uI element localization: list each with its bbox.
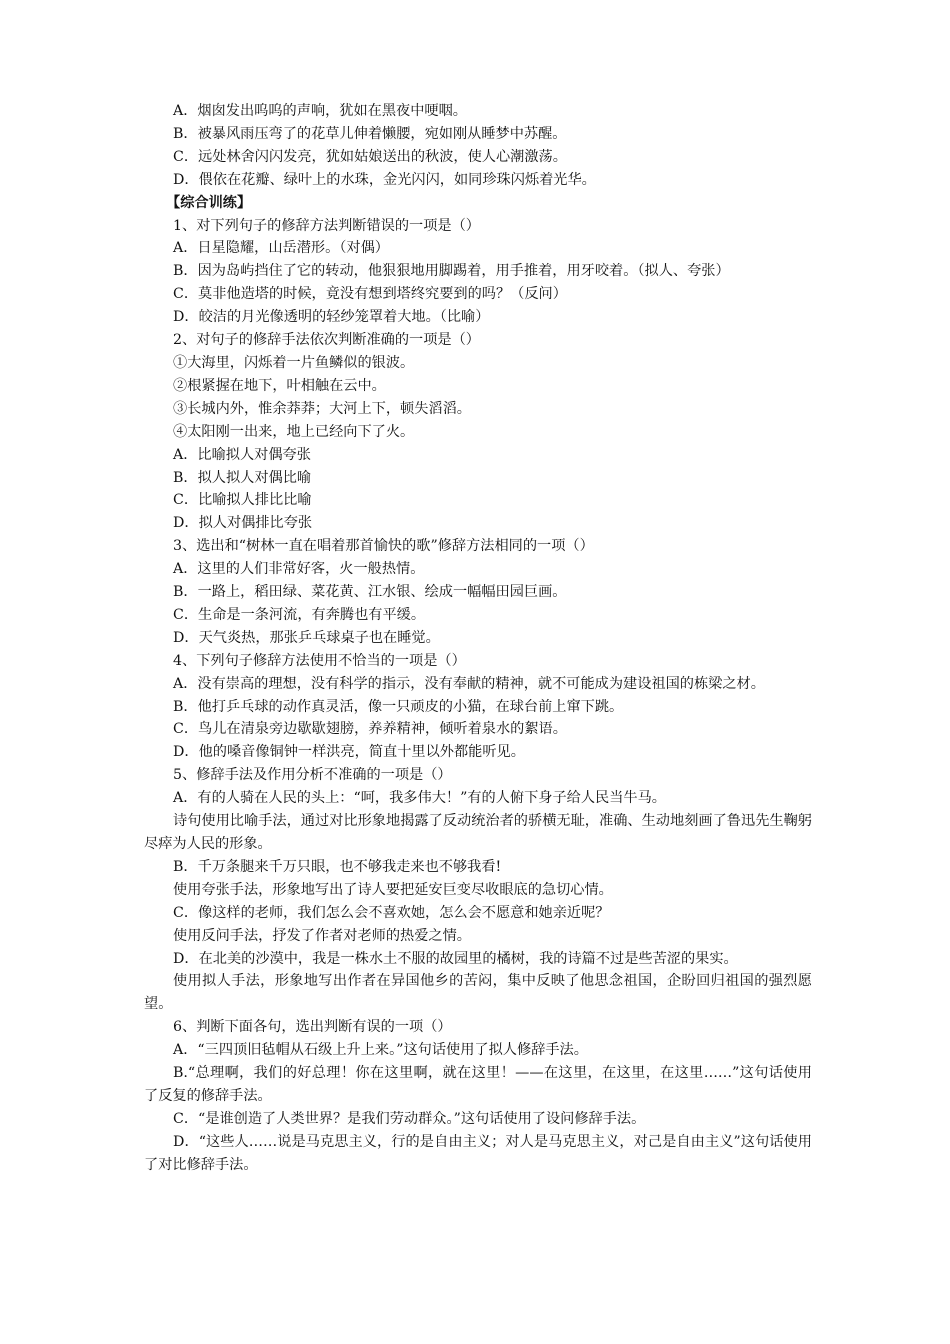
q3-option-a: A．这里的人们非常好客，火一般热情。	[173, 561, 425, 578]
q6-option-d: D．“这些人……说是马克思主义，行的是自由主义；对人是马克思主义，对己是自由主义”这句话使用了对比修辞手法。	[144, 1133, 812, 1173]
q2-option-c: C．比喻拟人排比比喻	[173, 492, 312, 509]
q1-option-c: C．莫非他造塔的时候，竟没有想到塔终究要到的吗？（反问）	[173, 286, 567, 303]
q6-option-b: B.“总理啊，我们的好总理！你在这里啊，就在这里！——在这里，在这里，在这里……”这句话使用了反复的修辞手法。	[144, 1065, 812, 1104]
intro-option-d: D．偎依在花瓣、绿叶上的水珠，金光闪闪，如同珍珠闪烁着光华。	[173, 171, 596, 188]
q5-option-d: D．在北美的沙漠中，我是一株水土不服的故园里的橘树，我的诗篇不过是些苦涩的果实。	[173, 950, 738, 967]
q3-option-d: D．天气炎热，那张乒乓球桌子也在睡觉。	[173, 629, 440, 646]
q5-note-b: 使用夸张手法，形象地写出了诗人要把延安巨变尽收眼底的急切心情。	[173, 881, 613, 898]
q2-option-b: B．拟人拟人对偶比喻	[173, 469, 312, 486]
q2-sentence-4: ④太阳刚一出来，地上已经向下了火。	[173, 423, 415, 440]
q5-note-a: 诗句使用比喻手法，通过对比形象地揭露了反动统治者的骄横无耻，准确、生动地刻画了鲁迅先生鞠躬尽瘁为人民的形象。	[144, 813, 812, 852]
q5-option-b: B．千万条腿来千万只眼，也不够我走来也不够我看!	[173, 858, 502, 875]
q5-note-d: 使用拟人手法，形象地写出作者在异国他乡的苦闷，集中反映了他思念祖国，企盼回归祖国的强烈愿望。	[144, 973, 812, 1013]
q4-option-b: B．他打乒乓球的动作真灵活，像一只顽皮的小猫，在球台前上窜下跳。	[173, 698, 624, 715]
q5-note-c: 使用反问手法，抒发了作者对老师的热爱之情。	[173, 927, 471, 944]
q4-option-a: A．没有崇高的理想，没有科学的指示，没有奉献的精神，就不可能成为建设祖国的栋梁之材。	[173, 675, 765, 692]
q2-option-a: A．比喻拟人对偶夸张	[173, 446, 311, 463]
section-heading: 【综合训练】	[166, 194, 252, 211]
q2-stem: 2、对句子的修辞手法依次判断准确的一项是（）	[173, 332, 480, 349]
q4-stem: 4、下列句子修辞方法使用不恰当的一项是（）	[173, 652, 466, 669]
q6-option-a: A．“三四顶旧毡帽从石级上升上来。”这句话使用了拟人修辞手法。	[173, 1042, 588, 1059]
q6-stem: 6、判断下面各句，选出判断有误的一项（）	[173, 1019, 452, 1036]
q2-sentence-3: ③长城内外，惟余莽莽；大河上下，顿失滔滔。	[173, 400, 471, 417]
q2-sentence-2: ②根紧握在地下，叶相触在云中。	[173, 377, 386, 394]
q1-option-a: A．日星隐耀，山岳潜形。（对偶）	[173, 240, 389, 257]
q1-stem: 1、对下列句子的修辞方法判断错误的一项是（）	[173, 217, 480, 234]
q3-option-b: B．一路上，稻田绿、菜花黄、江水银、绘成一幅幅田园巨画。	[173, 584, 567, 601]
intro-option-c: C．远处林舍闪闪发亮，犹如姑娘送出的秋波，使人心潮激荡。	[173, 148, 567, 165]
q4-option-c: C．鸟儿在清泉旁边歇歇翅膀，养养精神，倾听着泉水的絮语。	[173, 721, 567, 738]
q3-option-c: C．生命是一条河流，有奔腾也有平缓。	[173, 606, 426, 623]
q2-sentence-1: ①大海里，闪烁着一片鱼鳞似的银波。	[173, 354, 415, 371]
intro-option-b: B．被暴风雨压弯了的花草儿伸着懒腰，宛如刚从睡梦中苏醒。	[173, 125, 567, 142]
q5-option-c: C．像这样的老师，我们怎么会不喜欢她，怎么会不愿意和她亲近呢？	[173, 904, 610, 921]
intro-option-a: A．烟囱发出呜呜的声响，犹如在黑夜中哽咽。	[173, 103, 467, 119]
q1-option-d: D．皎洁的月光像透明的轻纱笼罩着大地。（比喻）	[173, 309, 490, 326]
q1-option-b: B．因为岛屿挡住了它的转动，他狠狠地用脚踢着，用手推着，用牙咬着。（拟人、夸张）	[173, 263, 730, 280]
q3-stem: 3、选出和“树林一直在唱着那首愉快的歌”修辞方法相同的一项（）	[173, 538, 594, 555]
q2-option-d: D．拟人对偶排比夸张	[173, 515, 313, 532]
document-page	[144, 100, 812, 1177]
q5-stem: 5、修辞手法及作用分析不准确的一项是（）	[173, 767, 452, 784]
q4-option-d: D．他的嗓音像铜钟一样洪亮，简直十里以外都能听见。	[173, 744, 525, 761]
q5-option-a: A．有的人骑在人民的头上：“呵，我多伟大！”有的人俯下身子给人民当牛马。	[173, 790, 666, 807]
q6-option-c: C．“是谁创造了人类世界？是我们劳动群众。”这句话使用了设问修辞手法。	[173, 1110, 646, 1127]
